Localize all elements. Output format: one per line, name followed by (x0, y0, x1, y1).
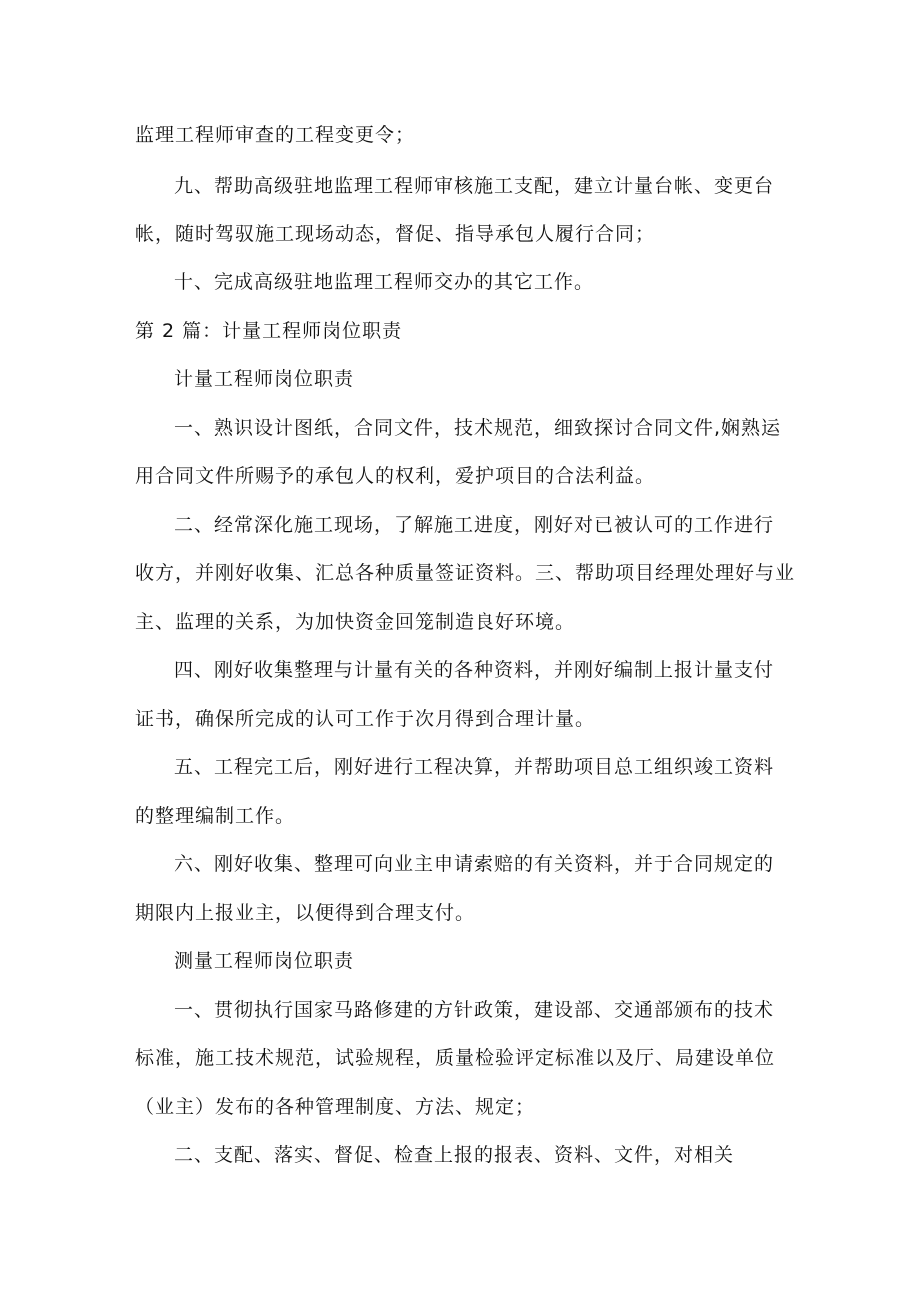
text-line: 一、贯彻执行国家马路修建的方针政策，建设部、交通部颁布的技术 (174, 999, 775, 1021)
subsection-heading: 测量工程师岗位职责 (174, 950, 355, 972)
text-line: 四、刚好收集整理与计量有关的各种资料，并刚好编制上报计量支付 (174, 659, 775, 681)
text-line: 主、监理的关系，为加快资金回笼制造良好环境。 (135, 611, 576, 633)
text-line: 期限内上报业主，以便得到合理支付。 (135, 902, 476, 924)
text-line: 九、帮助高级驻地监理工程师审核施工支配，建立计量台帐、变更台 (174, 175, 775, 197)
text-line: 的整理编制工作。 (135, 805, 296, 827)
text-line: 二、经常深化施工现场，了解施工进度，刚好对已被认可的工作进行 (174, 514, 775, 536)
text-line: 监理工程师审查的工程变更令； (135, 124, 416, 146)
text-line: 五、工程完工后，刚好进行工程决算，并帮助项目总工组织竣工资料 (174, 756, 775, 778)
subsection-heading: 计量工程师岗位职责 (174, 368, 355, 390)
text-line: 二、支配、落实、督促、检查上报的报表、资料、文件，对相关 (174, 1144, 735, 1166)
text-line: 一、熟识设计图纸，合同文件，技术规范，细致探讨合同文件,娴熟运 (174, 417, 782, 439)
text-line: 证书，确保所完成的认可工作于次月得到合理计量。 (135, 708, 596, 730)
text-line: 收方，并刚好收集、汇总各种质量签证资料。三、帮助项目经理处理好与业 (135, 562, 796, 584)
text-line: 用合同文件所赐予的承包人的权利，爱护项目的合法利益。 (135, 465, 656, 487)
text-line: 十、完成高级驻地监理工程师交办的其它工作。 (174, 271, 595, 293)
text-line: 帐，随时驾驭施工现场动态，督促、指导承包人履行合同； (135, 223, 656, 245)
text-line: 六、刚好收集、整理可向业主申请索赔的有关资料，并于合同规定的 (174, 853, 775, 875)
section-heading: 第 2 篇：计量工程师岗位职责 (135, 320, 403, 342)
text-line: （业主）发布的各种管理制度、方法、规定； (135, 1096, 536, 1118)
text-line: 标准，施工技术规范，试验规程，质量检验评定标准以及厅、局建设单位 (135, 1047, 776, 1069)
